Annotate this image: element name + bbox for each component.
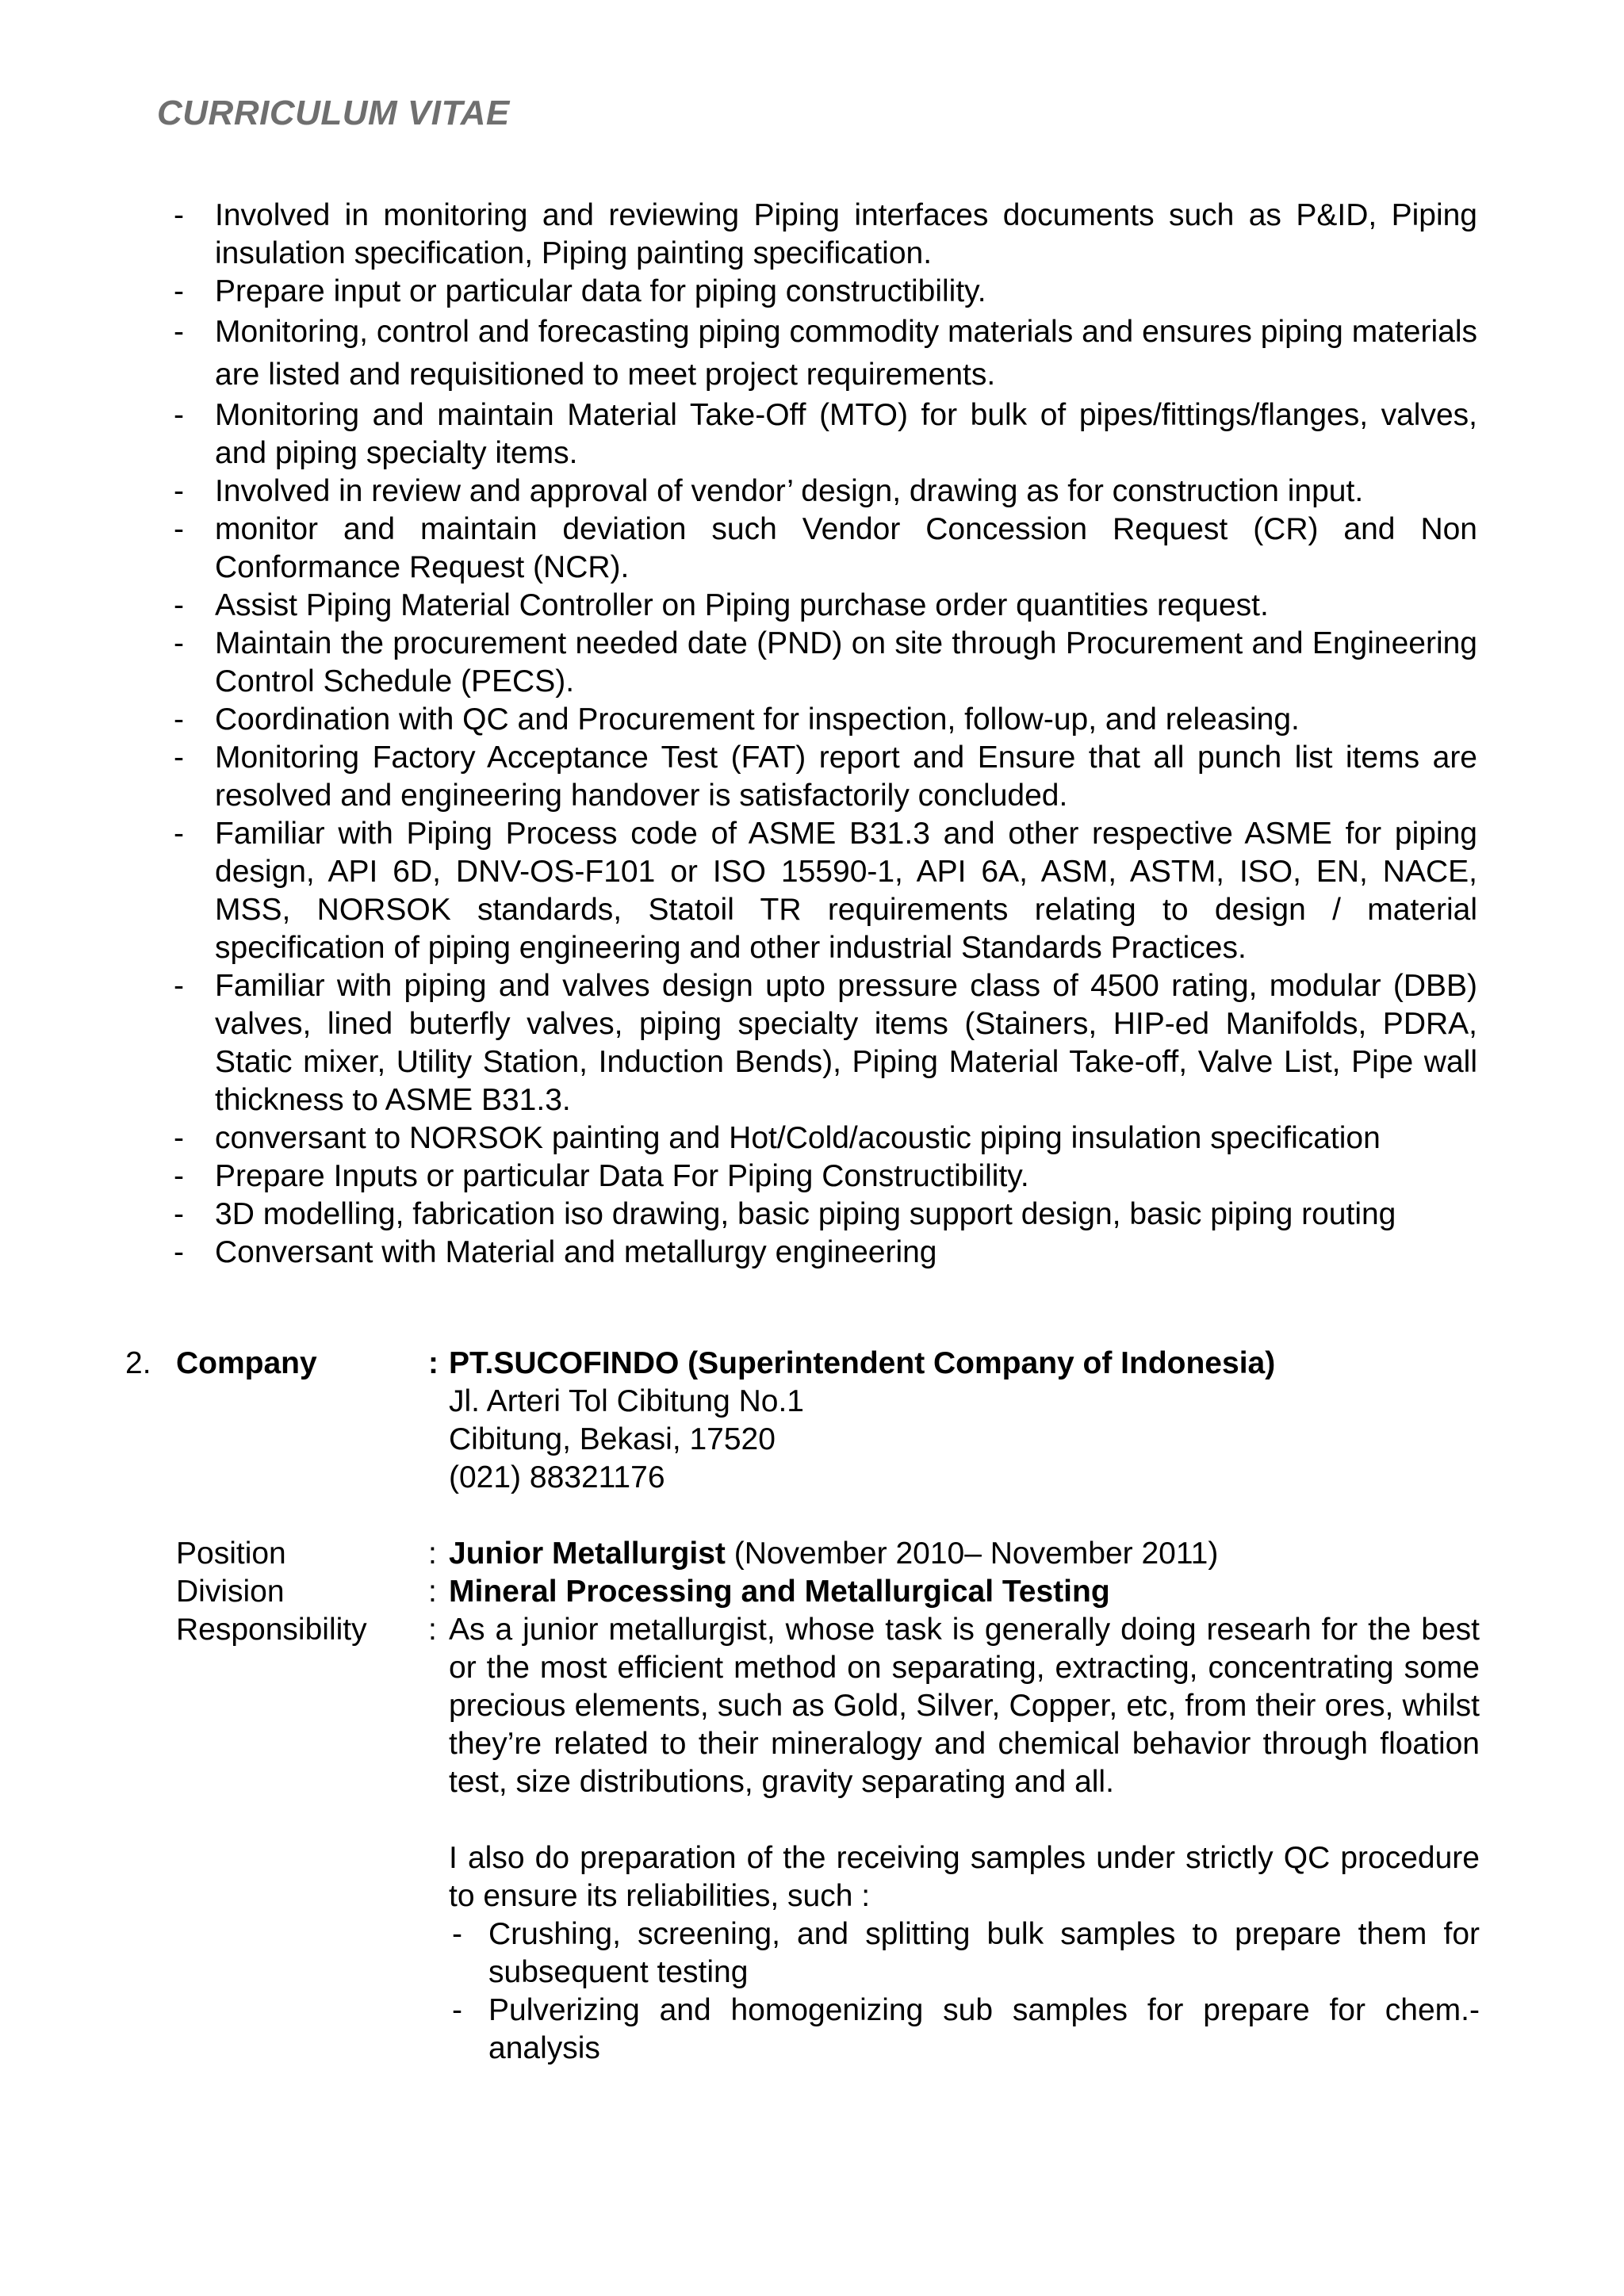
position-title: Junior Metallurgist xyxy=(449,1536,726,1571)
list-item: - Familiar with Piping Process code of ASME B31.3 and other respective ASME for piping design, API 6D, DNV-OS-F101 or ISO 15590-1, API 6A, ASM, ASTM, ISO, EN, NACE, MSS, NORSOK standards, Statoil TR requirements relating to design / material specification of piping engineering and other industrial Standards Practices. xyxy=(170,815,1477,967)
colon: : xyxy=(428,1575,437,1609)
list-item: - Prepare input or particular data for piping constructibility. xyxy=(170,273,1477,311)
page-title: CURRICULUM VITAE xyxy=(157,94,510,132)
division-value: Mineral Processing and Metallurgical Testing xyxy=(449,1575,1110,1609)
list-item: - monitor and maintain deviation such Vendor Concession Request (CR) and Non Conformance Request (NCR). xyxy=(170,511,1477,587)
list-item: - Crushing, screening, and splitting bulk samples to prepare them for subsequent testing xyxy=(449,1915,1480,1992)
colon: : xyxy=(428,1346,439,1380)
list-item: - Familiar with piping and valves design upto pressure class of 4500 rating, modular (DBB) valves, lined buterfly valves, piping specialty items (Stainers, HIP-ed Manifolds, PDRA, Static mixer, Utility Station, Induction Bends), Piping Material Take-off, Valve List, Pipe wall thickness to ASME B31.3. xyxy=(170,967,1477,1119)
list-item: - 3D modelling, fabrication iso drawing, basic piping support design, basic piping routing xyxy=(170,1196,1477,1234)
address-line: Jl. Arteri Tol Cibitung No.1 xyxy=(449,1384,804,1418)
position-label: Position xyxy=(176,1536,286,1571)
responsibility-list xyxy=(170,197,1477,1272)
position-period: (November 2010– November 2011) xyxy=(733,1536,1219,1571)
division-label: Division xyxy=(176,1575,285,1609)
address-line: Cibitung, Bekasi, 17520 xyxy=(449,1422,776,1456)
company-name: PT.SUCOFINDO (Superintendent Company of Indonesia) xyxy=(449,1346,1276,1380)
list-item: - Monitoring, control and forecasting piping commodity materials and ensures piping materials are listed and requisitioned to meet project requirements. xyxy=(170,311,1477,396)
responsibility-label: Responsibility xyxy=(176,1613,367,1647)
entry-number: 2. xyxy=(125,1346,151,1380)
responsibility-text: As a junior metallurgist, whose task is generally doing researh for the best or the most efficient method on separating, extracting, concentrating some precious elements, such as Gold, Silver, Copper, etc, from their ores, whilst they’re related to their mineralogy and chemical behavior through floation test, size distributions, gravity separating and all. xyxy=(449,1613,1480,1799)
qc-list xyxy=(449,1915,1480,2068)
list-item: - Monitoring Factory Acceptance Test (FAT) report and Ensure that all punch list items are resolved and engineering handover is satisfactorily concluded. xyxy=(170,739,1477,815)
list-item: - conversant to NORSOK painting and Hot/Cold/acoustic piping insulation specification xyxy=(170,1119,1477,1158)
list-item: - Involved in review and approval of vendor’ design, drawing as for construction input. xyxy=(170,473,1477,511)
company-label: Company xyxy=(176,1346,317,1380)
list-item: - Conversant with Material and metallurgy engineering xyxy=(170,1234,1477,1272)
list-item: - Maintain the procurement needed date (PND) on site through Procurement and Engineering Control Schedule (PECS). xyxy=(170,625,1477,701)
phone: (021) 88321176 xyxy=(449,1460,665,1494)
colon: : xyxy=(428,1613,437,1647)
list-item: - Prepare Inputs or particular Data For Piping Constructibility. xyxy=(170,1158,1477,1196)
list-item: - Assist Piping Material Controller on Piping purchase order quantities request. xyxy=(170,587,1477,625)
colon: : xyxy=(428,1536,437,1571)
position-value xyxy=(449,1535,1480,1573)
list-item: - Coordination with QC and Procurement for inspection, follow-up, and releasing. xyxy=(170,701,1477,739)
qc-intro: I also do preparation of the receiving samples under strictly QC procedure to ensure its reliabilities, such : xyxy=(449,1841,1480,1913)
list-item: - Monitoring and maintain Material Take-Off (MTO) for bulk of pipes/fittings/flanges, valves, and piping specialty items. xyxy=(170,396,1477,473)
company-section xyxy=(125,1345,1480,2068)
list-item: - Pulverizing and homogenizing sub samples for prepare for chem.-analysis xyxy=(449,1992,1480,2068)
list-item: - Involved in monitoring and reviewing Piping interfaces documents such as P&ID, Piping insulation specification, Piping painting specification. xyxy=(170,197,1477,273)
